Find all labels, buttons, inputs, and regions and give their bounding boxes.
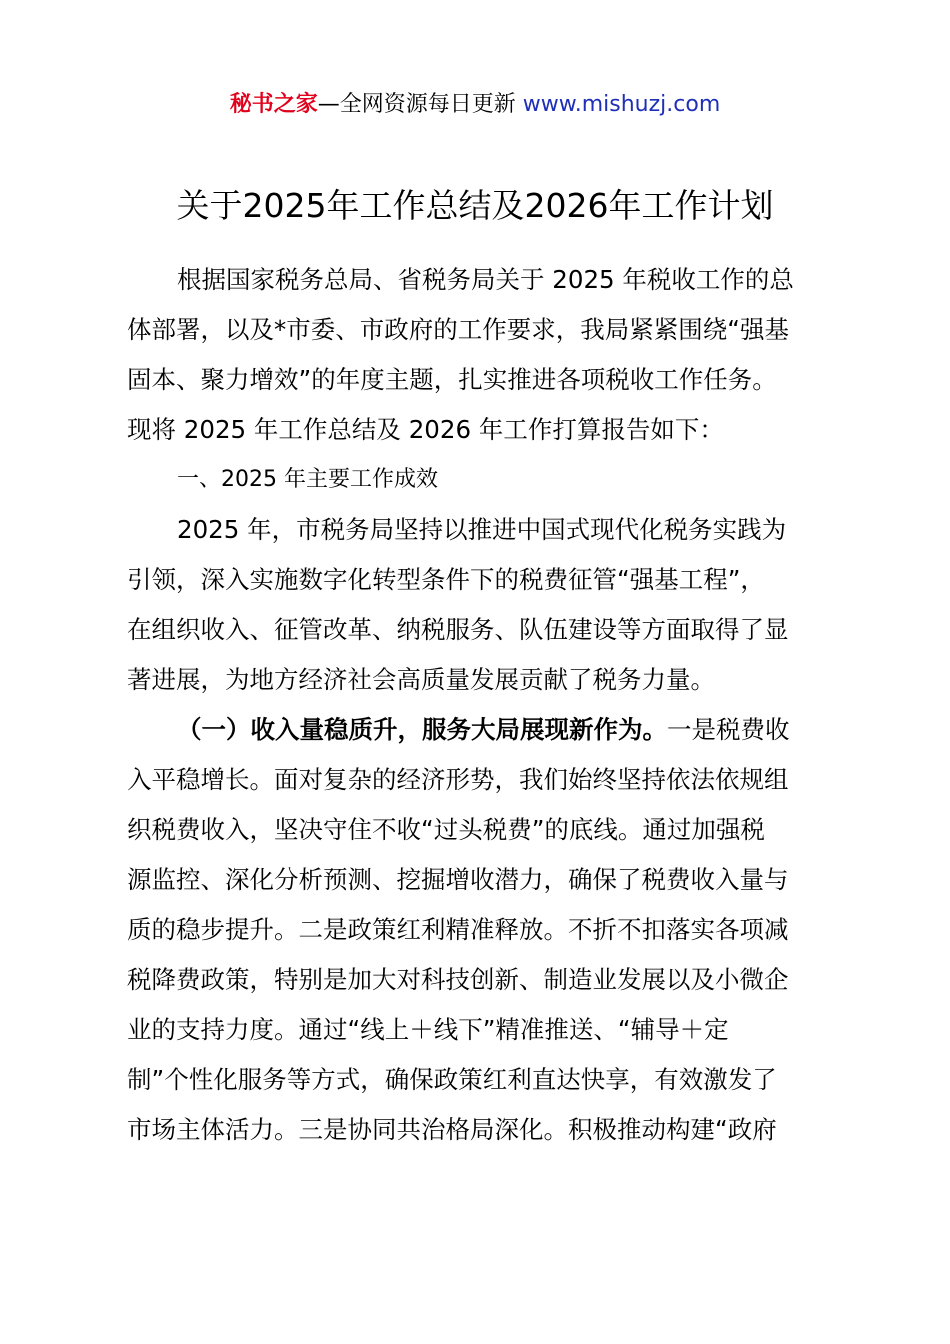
site-url-link[interactable]: www.mishuzj.com xyxy=(522,92,721,117)
subsection-line xyxy=(127,705,833,755)
paragraph-line: 根据国家税务总局、省税务局关于 2025 年税收工作的总 xyxy=(177,265,794,294)
document-title: 关于2025年工作总结及2026年工作计划 xyxy=(176,186,774,225)
paragraph-line: 制”个性化服务等方式，确保政策红利直达快享，有效激发了 xyxy=(127,1065,777,1094)
paragraph-line: 现将 2025 年工作总结及 2026 年工作打算报告如下： xyxy=(127,415,724,444)
section-heading: 一、2025 年主要工作成效 xyxy=(177,467,438,492)
paragraph-line: 市场主体活力。三是协同共治格局深化。积极推动构建“政府 xyxy=(127,1115,777,1144)
paragraph-line: 固本、聚力增效”的年度主题，扎实推进各项税收工作任务。 xyxy=(127,365,777,394)
brand-name: 秘书之家 xyxy=(229,92,318,117)
paragraph-line: 著进展，为地方经济社会高质量发展贡献了税务力量。 xyxy=(127,665,715,694)
site-header xyxy=(0,88,950,122)
paragraph-line: 体部署，以及*市委、市政府的工作要求，我局紧紧围绕“强基 xyxy=(127,315,789,344)
paragraph-line: 源监控、深化分析预测、挖掘增收潜力，确保了税费收入量与 xyxy=(127,865,789,894)
paragraph-line: 织税费收入，坚决守住不收“过头税费”的底线。通过加强税 xyxy=(127,815,765,844)
paragraph-line: 入平稳增长。面对复杂的经济形势，我们始终坚持依法依规组 xyxy=(127,765,789,794)
paragraph-line: 引领，深入实施数字化转型条件下的税费征管“强基工程”， xyxy=(127,565,765,594)
paragraph-line: 税降费政策，特别是加大对科技创新、制造业发展以及小微企 xyxy=(127,965,789,994)
paragraph-line: 在组织收入、征管改革、纳税服务、队伍建设等方面取得了显 xyxy=(127,615,789,644)
header-tagline: —全网资源每日更新 xyxy=(317,92,523,117)
paragraph-line: 质的稳步提升。二是政策红利精准释放。不折不扣落实各项减 xyxy=(127,915,789,944)
subsection-heading: （一）收入量稳质升，服务大局展现新作为。 xyxy=(177,715,667,744)
paragraph-line: 业的支持力度。通过“线上＋线下”精准推送、“辅导＋定 xyxy=(127,1015,729,1044)
paragraph-text: 一是税费收 xyxy=(667,715,790,744)
document-body xyxy=(127,255,833,1155)
paragraph-line: 2025 年，市税务局坚持以推进中国式现代化税务实践为 xyxy=(177,515,787,544)
